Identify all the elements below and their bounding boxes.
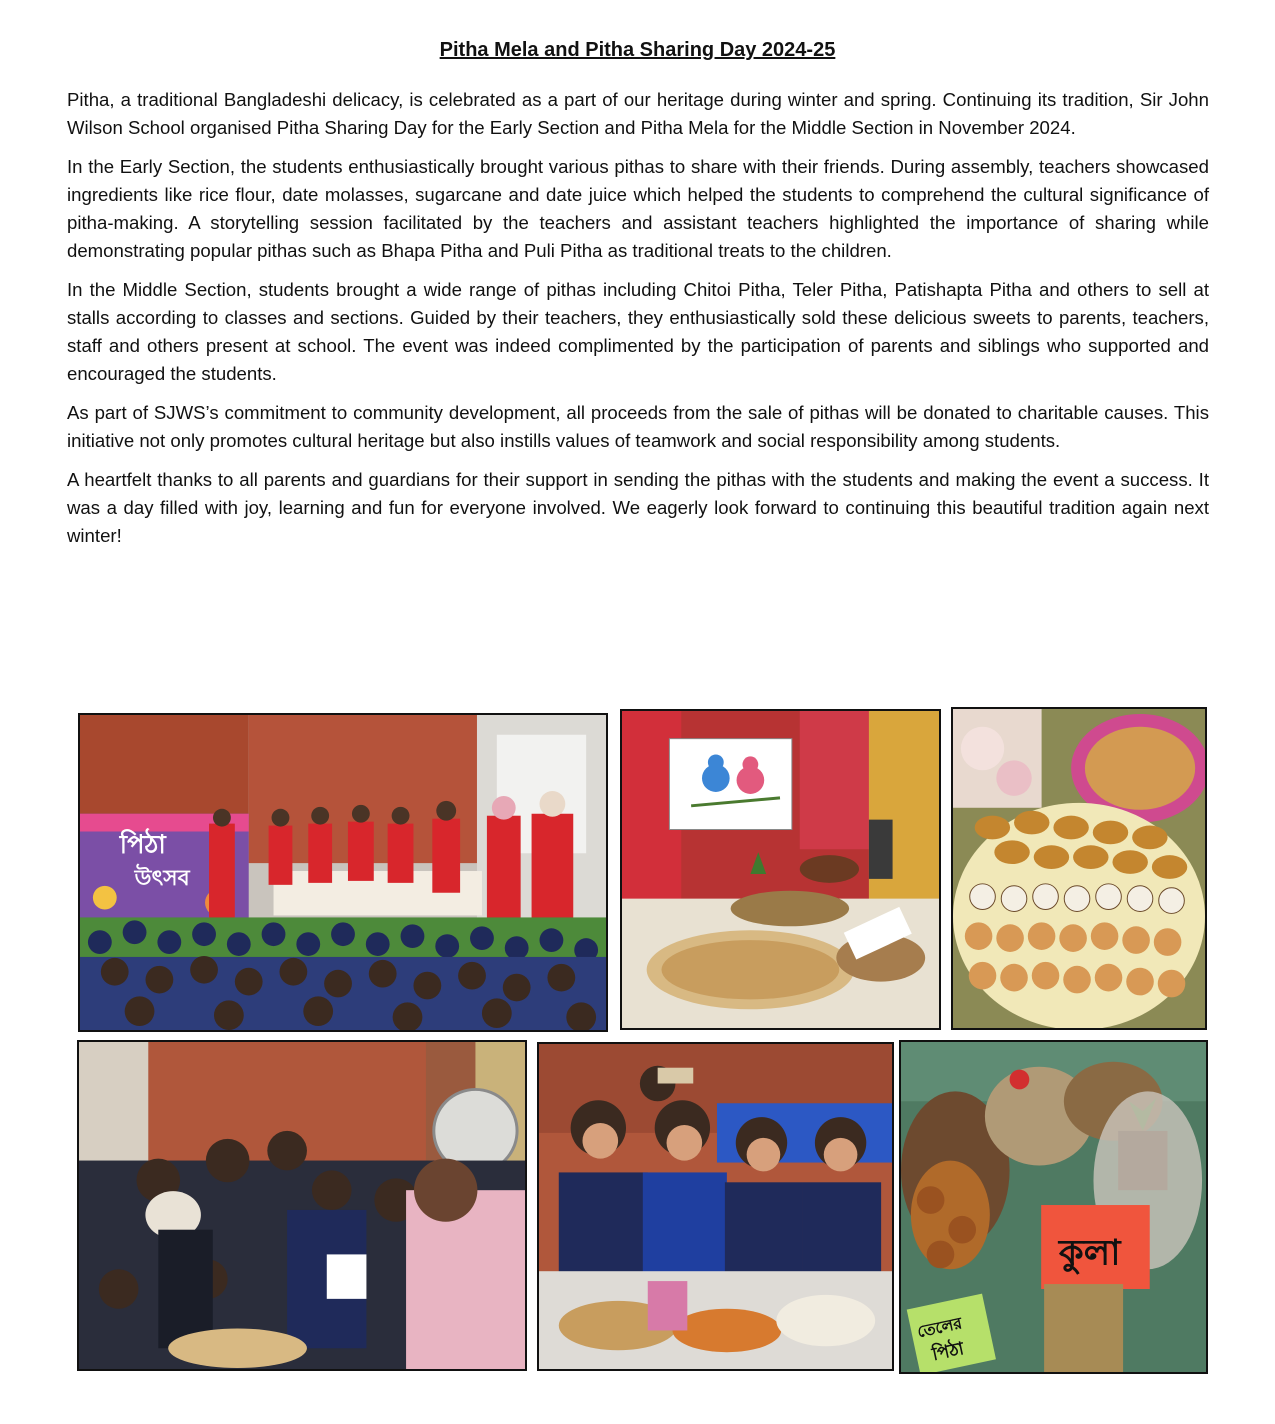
- article-body: [67, 86, 1209, 561]
- paragraph-thanks: A heartfelt thanks to all parents and guardians for their support in sending the pithas with the students and making the event a success. It was a day filled with joy, learning and fun for everyone involved. We eagerly look forward to continuing this beautiful tradition again next winter!: [67, 469, 1209, 546]
- photo-pitha-platter-image: [953, 709, 1205, 1028]
- paragraph-early-section: In the Early Section, the students enthusiastically brought various pithas to share with their friends. During assembly, teachers showcased ingredients like rice flour, date molasses, sugarcane and date juice which helped the students to comprehend the cultural significance of pitha-making. A storytelling session facilitated by the teachers and assistant teachers highlighted the importance of sharing while demonstrating popular pithas such as Bhapa Pitha and Puli Pitha as traditional treats to the children.: [67, 156, 1209, 261]
- photo-students-stall: [537, 1042, 894, 1371]
- paragraph-intro: Pitha, a traditional Bangladeshi delicacy, is celebrated as a part of our heritage during winter and spring. Continuing its tradition, Sir John Wilson School organised Pitha Sharing Day for the Early Section and Pitha Mela for the Middle Section in November 2024.: [67, 89, 1209, 138]
- label-kula: কুলা: [1058, 1232, 1121, 1274]
- label-teler-2: পিঠা: [930, 1339, 966, 1366]
- photo-assembly-image: [80, 715, 606, 1030]
- photo-students-stall-image: [539, 1044, 892, 1369]
- label-teler-1: তেলের: [915, 1313, 964, 1342]
- page-title: Pitha Mela and Pitha Sharing Day 2024-25: [439, 39, 836, 61]
- banner-text-1: পিঠা: [119, 830, 166, 861]
- photo-pitha-table-image: [622, 711, 939, 1028]
- photo-kula-display: [899, 1040, 1208, 1374]
- photo-students-hallway: [77, 1040, 527, 1371]
- photo-pitha-platter: [951, 707, 1207, 1030]
- photo-students-hallway-image: [79, 1042, 525, 1369]
- paragraph-middle-section: In the Middle Section, students brought a wide range of pithas including Chitoi Pitha, Teler Pitha, Patishapta Pitha and others to sell at stalls according to classes and sections. Guided by their teachers, they enthusiastically sold these delicious sweets to parents, teachers, staff and others present at school. The event was indeed complimented by the participation of parents and siblings who supported and encouraged the students.: [67, 279, 1209, 384]
- banner-text-2: উৎসব: [134, 865, 190, 891]
- photo-assembly: [78, 713, 608, 1032]
- paragraph-charity: As part of SJWS’s commitment to community development, all proceeds from the sale of pithas will be donated to charitable causes. This initiative not only promotes cultural heritage but also instills values of teamwork and social responsibility among students.: [67, 402, 1209, 451]
- photo-kula-display-image: [901, 1042, 1206, 1372]
- photo-pitha-table: [620, 709, 941, 1030]
